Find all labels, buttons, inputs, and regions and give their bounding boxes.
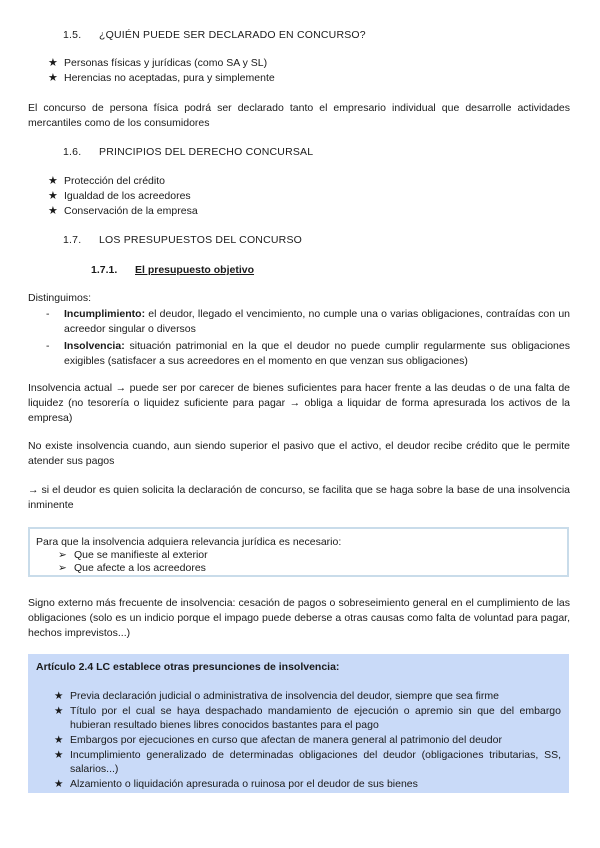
- arrow-bullet-icon: ➢: [58, 562, 67, 574]
- list-item: ★ Protección del crédito: [48, 175, 165, 187]
- star-icon: ★: [54, 690, 64, 702]
- definition-term: Insolvencia:: [64, 340, 125, 352]
- paragraph-persona-fisica: El concurso de persona física podrá ser declarado tanto el empresario individual que desarrolle actividades mercantiles como de los consumidores: [28, 102, 570, 129]
- list-item: ★ Previa declaración judicial o administrativa de insolvencia del deudor, siempre que sea firme: [54, 690, 499, 702]
- bullet-list-principios: [48, 174, 198, 219]
- bullet-list-quien: [48, 56, 275, 86]
- subsection-title: El presupuesto objetivo: [135, 264, 255, 276]
- paragraph-no-existe: No existe insolvencia cuando, aun siendo superior el pasivo que el activo, el deudor recibe crédito que le permite atender sus pagos: [28, 440, 570, 467]
- subsection-heading-1-7-1: [91, 264, 254, 276]
- list-item: ★ Embargos por ejecuciones en curso que afectan de manera general al patrimonio del deudor: [54, 734, 502, 746]
- section-title: LOS PRESUPUESTOS DEL CONCURSO: [99, 234, 303, 246]
- paragraph-insolvencia-actual: Insolvencia actual → puede ser por carecer de bienes suficientes para hacer frente a las deudas o de una falta de liquidez (no tesorería o liquidez suficiente para pagar → obliga a liquidar de forma apresurada los activos de la empresa): [28, 382, 570, 424]
- star-icon: ★: [54, 734, 64, 746]
- section-title: ¿QUIÉN PUEDE SER DECLARADO EN CONCURSO?: [99, 29, 366, 41]
- star-icon: ★: [48, 57, 58, 69]
- definition-item: - Insolvencia: situación patrimonial en la que el deudor no puede cumplir regularmente sus obligaciones exigibles (satisfacer a sus acreedores en el momento en que venzan sus obligaciones): [46, 340, 570, 367]
- definition-item: - Incumplimiento: el deudor, llegado el vencimiento, no cumple una o varias obligaciones, contraídas con un acreedor singular o diversos: [46, 308, 570, 335]
- list-item: ➢ Que afecte a los acreedores: [58, 562, 206, 574]
- arrow-bullet-icon: ➢: [58, 549, 67, 561]
- star-icon: ★: [48, 72, 58, 84]
- paragraph-signo-externo: Signo externo más frecuente de insolvencia: cesación de pagos o sobreseimiento general en el cumplimiento de las obligaciones (solo es un indicio porque el impago puede deberse a otras causas como falta de voluntad para pagar, hechos imprevistos...): [28, 597, 570, 639]
- star-icon: ★: [54, 705, 64, 717]
- section-heading-1-6: [63, 146, 313, 158]
- distinguimos-label: Distinguimos:: [28, 292, 92, 304]
- section-number: 1.5.: [63, 29, 82, 41]
- list-item: ★ Igualdad de los acreedores: [48, 190, 191, 202]
- relevancia-box: [28, 527, 569, 577]
- list-item: ➢ Que se manifieste al exterior: [58, 549, 208, 561]
- definitions-list: [46, 307, 570, 371]
- arrow-list: [36, 549, 561, 575]
- list-item: ★ Incumplimiento generalizado de determinadas obligaciones del deudor (obligaciones tributarias, SS, salarios...): [54, 749, 561, 775]
- list-item: ★ Título por el cual se haya despachado mandamiento de ejecución o apremio sin que del embargo hubieran resultado bienes libres conocidos bastantes para el pago: [54, 705, 561, 731]
- section-title: PRINCIPIOS DEL DERECHO CONCURSAL: [99, 146, 314, 158]
- subsection-number: 1.7.1.: [91, 264, 118, 276]
- section-number: 1.6.: [63, 146, 82, 158]
- list-item: ★ Alzamiento o liquidación apresurada o ruinosa por el deudor de sus bienes: [54, 778, 418, 790]
- star-icon: ★: [54, 778, 64, 790]
- list-item: ★ Conservación de la empresa: [48, 205, 198, 217]
- list-item: ★ Herencias no aceptadas, pura y simplemente: [48, 72, 275, 84]
- star-icon: ★: [48, 175, 58, 187]
- star-icon: ★: [54, 749, 64, 761]
- section-heading-1-5: [63, 29, 366, 41]
- paragraph-insolvencia-inminente: → si el deudor es quien solicita la declaración de concurso, se facilita que se haga sobre la base de una insolvencia inminente: [28, 484, 570, 511]
- box-title: Para que la insolvencia adquiera relevancia jurídica es necesario:: [36, 536, 342, 548]
- presunciones-list: [36, 689, 561, 791]
- articulo-box: [28, 654, 569, 793]
- section-number: 1.7.: [63, 234, 82, 246]
- box-title: Artículo 2.4 LC establece otras presunciones de insolvencia:: [36, 661, 340, 673]
- star-icon: ★: [48, 190, 58, 202]
- definition-term: Incumplimiento:: [64, 308, 146, 320]
- section-heading-1-7: [63, 234, 302, 246]
- list-item: ★ Personas físicas y jurídicas (como SA y SL): [48, 57, 268, 69]
- star-icon: ★: [48, 205, 58, 217]
